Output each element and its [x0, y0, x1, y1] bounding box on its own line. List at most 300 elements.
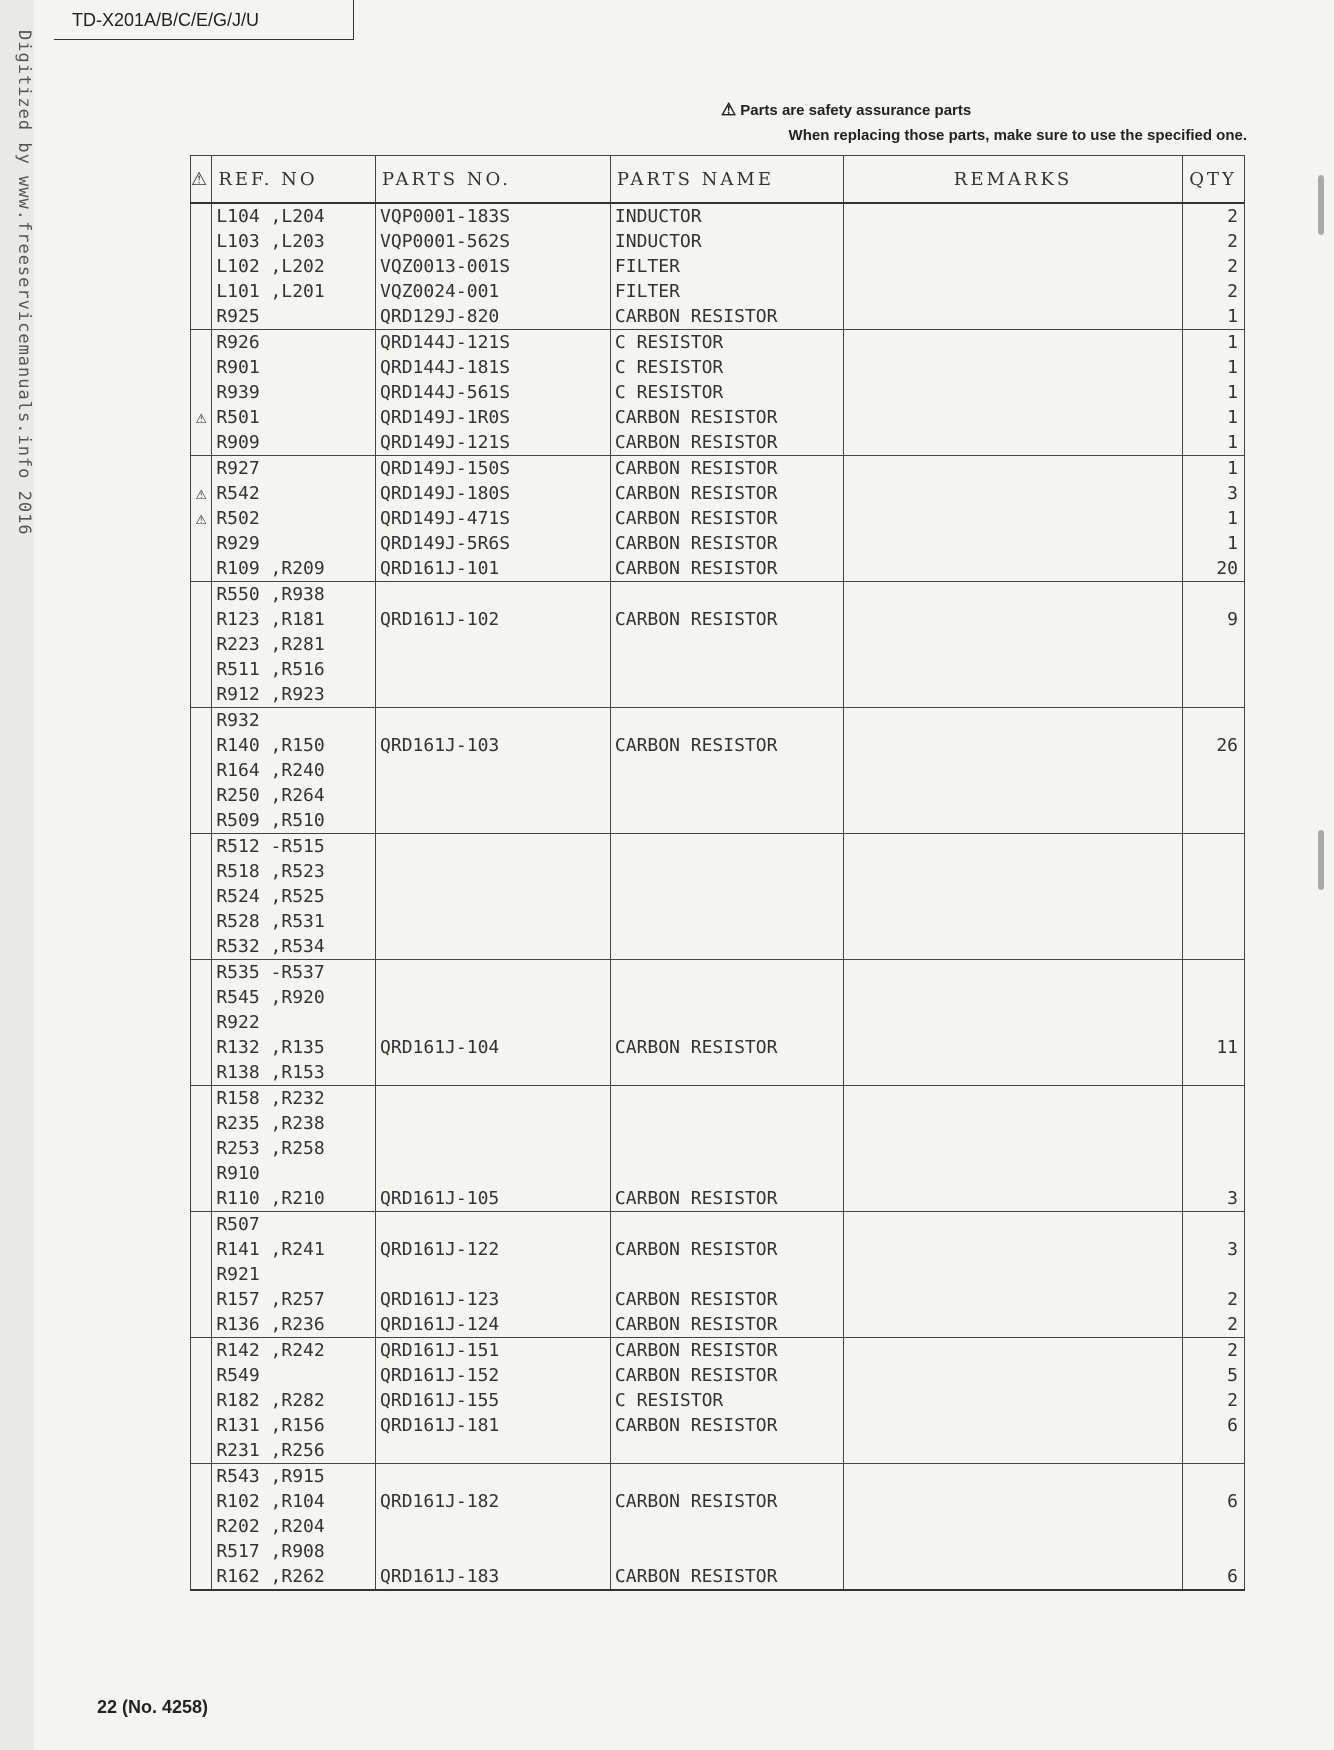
ref-no-line: R164 ,R240	[216, 760, 325, 781]
parts-no-line	[380, 808, 606, 833]
safety-warning-icon: ⚠	[195, 483, 207, 504]
parts-name-line	[615, 682, 839, 707]
parts-no-line: QRD161J-155	[380, 1390, 500, 1411]
parts-no-line: QRD129J-820	[380, 306, 500, 327]
parts-name-line	[615, 582, 839, 607]
parts-name-line	[615, 1086, 839, 1111]
remarks-line	[848, 481, 1179, 506]
safety-warning-icon	[191, 1086, 211, 1111]
model-number: TD-X201A/B/C/E/G/J/U	[72, 10, 260, 30]
qty-line: 5	[1227, 1365, 1238, 1386]
remarks-line	[848, 1539, 1179, 1564]
parts-name-cell	[610, 582, 843, 708]
remarks-line	[848, 330, 1179, 355]
ref-no-cell	[212, 456, 376, 582]
qty-line	[1187, 708, 1238, 733]
parts-no-line	[380, 1010, 606, 1035]
parts-name-line: FILTER	[614, 281, 680, 302]
header-ref-no: REF. NO	[212, 156, 376, 204]
remarks-line	[848, 708, 1179, 733]
qty-line: 26	[1216, 735, 1238, 756]
remarks-cell	[843, 582, 1183, 708]
qty-line	[1187, 1539, 1238, 1564]
remarks-line	[848, 1312, 1179, 1337]
ref-no-line: R542	[216, 483, 260, 504]
parts-name-line	[615, 1438, 839, 1463]
remarks-cell	[843, 1086, 1183, 1212]
parts-no-line	[380, 1262, 606, 1287]
ref-no-line: R202 ,R204	[216, 1516, 325, 1537]
parts-name-line: CARBON RESISTOR	[614, 1314, 778, 1335]
parts-name-line	[615, 960, 839, 985]
qty-line	[1187, 909, 1238, 934]
remarks-line	[848, 279, 1179, 304]
ref-no-cell	[212, 834, 376, 960]
parts-no-line	[380, 1136, 606, 1161]
parts-name-cell	[610, 1086, 843, 1212]
header-remarks: REMARKS	[843, 156, 1183, 204]
parts-no-cell	[376, 1086, 611, 1212]
ref-no-line: R550 ,R938	[216, 584, 325, 605]
ref-no-line: R223 ,R281	[216, 634, 325, 655]
qty-line	[1187, 1262, 1238, 1287]
safety-warning-icon	[191, 859, 211, 884]
parts-name-line: CARBON RESISTOR	[614, 1491, 778, 1512]
parts-no-line	[380, 582, 606, 607]
parts-no-cell	[376, 1464, 611, 1591]
safety-warning-icon	[191, 1060, 211, 1085]
parts-name-cell	[610, 834, 843, 960]
ref-no-line: L103 ,L203	[216, 231, 325, 252]
parts-no-line	[380, 859, 606, 884]
ref-no-line: R921	[216, 1264, 260, 1285]
safety-warning-icon	[191, 657, 211, 682]
parts-name-line: CARBON RESISTOR	[614, 458, 778, 479]
parts-name-cell	[610, 330, 843, 456]
parts-name-line	[615, 1060, 839, 1085]
table-row	[191, 1212, 1245, 1338]
ref-no-line: R501	[216, 407, 260, 428]
warning-icon-cell	[191, 203, 212, 330]
warning-icon-cell	[191, 708, 212, 834]
qty-line: 2	[1227, 1390, 1238, 1411]
warning-icon-cell	[191, 582, 212, 708]
safety-warning-icon	[191, 1438, 211, 1463]
warning-icon-cell	[191, 960, 212, 1086]
parts-name-line	[615, 708, 839, 733]
parts-no-cell	[376, 203, 611, 330]
parts-no-line: QRD149J-180S	[380, 483, 511, 504]
ref-no-cell	[212, 1464, 376, 1591]
parts-no-line	[380, 1514, 606, 1539]
ref-no-line: R507	[216, 1214, 260, 1235]
parts-no-line	[380, 1060, 606, 1085]
safety-warning-icon	[191, 1136, 211, 1161]
qty-line	[1187, 1438, 1238, 1463]
ref-no-line: R927	[216, 458, 260, 479]
remarks-line	[848, 1564, 1179, 1589]
qty-line: 6	[1227, 1566, 1238, 1587]
parts-no-line: QRD161J-124	[380, 1314, 500, 1335]
header-qty: QTY	[1183, 156, 1245, 204]
parts-name-cell	[610, 708, 843, 834]
safety-note-text: Parts are safety assurance parts	[740, 102, 972, 119]
parts-name-line	[615, 1161, 839, 1186]
ref-no-cell	[212, 960, 376, 1086]
remarks-line	[848, 405, 1179, 430]
parts-name-line	[615, 808, 839, 833]
remarks-line	[848, 1287, 1179, 1312]
qty-line: 1	[1227, 458, 1238, 479]
safety-warning-icon	[191, 1010, 211, 1035]
qty-line: 1	[1227, 407, 1238, 428]
table-row	[191, 582, 1245, 708]
parts-no-line	[380, 682, 606, 707]
qty-line	[1187, 1212, 1238, 1237]
safety-warning-icon	[191, 1363, 211, 1388]
remarks-line	[848, 1262, 1179, 1287]
ref-no-line: R926	[216, 332, 260, 353]
parts-name-line: INDUCTOR	[614, 206, 702, 227]
parts-no-line	[380, 985, 606, 1010]
parts-no-line: QRD161J-152	[380, 1365, 500, 1386]
parts-no-line	[380, 884, 606, 909]
parts-name-line: CARBON RESISTOR	[614, 483, 778, 504]
qty-cell	[1183, 834, 1245, 960]
parts-no-line	[380, 1111, 606, 1136]
parts-no-line	[380, 758, 606, 783]
parts-name-line	[615, 1136, 839, 1161]
remarks-line	[848, 1489, 1179, 1514]
parts-name-line: CARBON RESISTOR	[614, 1415, 778, 1436]
remarks-line	[848, 632, 1179, 657]
qty-line	[1187, 859, 1238, 884]
remarks-line	[848, 909, 1179, 934]
parts-no-line: VQZ0013-001S	[380, 256, 511, 277]
ref-no-line: R109 ,R209	[216, 558, 325, 579]
safety-note-line2: When replacing those parts, make sure to use the specified one.	[788, 127, 1247, 144]
safety-warning-icon	[191, 909, 211, 934]
ref-no-line: R253 ,R258	[216, 1138, 325, 1159]
qty-line	[1187, 682, 1238, 707]
parts-name-line: C RESISTOR	[614, 357, 724, 378]
ref-no-line: R932	[216, 710, 260, 731]
parts-table	[190, 155, 1245, 1591]
safety-warning-icon	[191, 1464, 211, 1489]
parts-name-line: CARBON RESISTOR	[614, 533, 778, 554]
remarks-line	[848, 1136, 1179, 1161]
parts-no-line	[380, 909, 606, 934]
qty-line	[1187, 1161, 1238, 1186]
parts-name-line	[615, 1010, 839, 1035]
safety-warning-icon	[191, 456, 211, 481]
safety-warning-icon	[191, 682, 211, 707]
qty-line: 2	[1227, 231, 1238, 252]
safety-note-line1	[721, 100, 971, 120]
table-row	[191, 330, 1245, 456]
ref-no-line: L102 ,L202	[216, 256, 325, 277]
ref-no-line: R131 ,R156	[216, 1415, 325, 1436]
qty-cell	[1183, 203, 1245, 330]
qty-cell	[1183, 1086, 1245, 1212]
qty-cell	[1183, 330, 1245, 456]
header-parts-name: PARTS NAME	[610, 156, 843, 204]
ref-no-line: R132 ,R135	[216, 1037, 325, 1058]
parts-name-line	[615, 1464, 839, 1489]
table-row	[191, 456, 1245, 582]
parts-name-line	[615, 758, 839, 783]
warning-icon-cell	[191, 330, 212, 456]
parts-no-line	[380, 783, 606, 808]
remarks-line	[848, 1388, 1179, 1413]
safety-warning-icon	[191, 1489, 211, 1514]
safety-warning-icon	[191, 960, 211, 985]
qty-line: 9	[1227, 609, 1238, 630]
parts-name-line	[615, 859, 839, 884]
safety-warning-icon	[191, 1287, 211, 1312]
safety-warning-icon	[191, 733, 211, 758]
remarks-cell	[843, 834, 1183, 960]
remarks-line	[848, 582, 1179, 607]
ref-no-line: R901	[216, 357, 260, 378]
table-header-row	[191, 156, 1245, 204]
ref-no-cell	[212, 330, 376, 456]
parts-no-line: QRD161J-123	[380, 1289, 500, 1310]
qty-line: 2	[1227, 1340, 1238, 1361]
qty-cell	[1183, 1464, 1245, 1591]
ref-no-line: R250 ,R264	[216, 785, 325, 806]
parts-no-cell	[376, 1338, 611, 1464]
safety-warning-icon	[191, 430, 211, 455]
remarks-line	[848, 1186, 1179, 1211]
safety-warning-icon	[191, 808, 211, 833]
ref-no-line: R939	[216, 382, 260, 403]
parts-name-line: CARBON RESISTOR	[614, 432, 778, 453]
ref-no-line: R142 ,R242	[216, 1340, 325, 1361]
ref-no-line: R509 ,R510	[216, 810, 325, 831]
ref-no-cell	[212, 582, 376, 708]
remarks-line	[848, 506, 1179, 531]
safety-warning-icon	[191, 531, 211, 556]
parts-name-line: CARBON RESISTOR	[614, 1239, 778, 1260]
remarks-cell	[843, 708, 1183, 834]
parts-no-line	[380, 1464, 606, 1489]
parts-no-line: QRD144J-181S	[380, 357, 511, 378]
parts-name-line: CARBON RESISTOR	[614, 1289, 778, 1310]
remarks-line	[848, 1035, 1179, 1060]
qty-line: 2	[1227, 1289, 1238, 1310]
parts-no-line	[380, 1161, 606, 1186]
remarks-line	[848, 960, 1179, 985]
remarks-line	[848, 758, 1179, 783]
qty-line: 1	[1227, 306, 1238, 327]
qty-line: 1	[1227, 508, 1238, 529]
qty-line	[1187, 884, 1238, 909]
table-row	[191, 1338, 1245, 1464]
parts-no-line	[380, 834, 606, 859]
qty-cell	[1183, 582, 1245, 708]
parts-no-line: QRD161J-104	[380, 1037, 500, 1058]
qty-line	[1187, 1010, 1238, 1035]
qty-line	[1187, 985, 1238, 1010]
ref-no-line: R532 ,R534	[216, 936, 325, 957]
safety-warning-icon	[191, 834, 211, 859]
ref-no-line: R235 ,R238	[216, 1113, 325, 1134]
ref-no-line: R517 ,R908	[216, 1541, 325, 1562]
qty-line: 1	[1227, 432, 1238, 453]
parts-name-cell	[610, 203, 843, 330]
qty-line	[1187, 632, 1238, 657]
qty-cell	[1183, 960, 1245, 1086]
table-row	[191, 1086, 1245, 1212]
remarks-cell	[843, 330, 1183, 456]
parts-no-cell	[376, 708, 611, 834]
remarks-line	[848, 733, 1179, 758]
parts-no-line: QRD149J-5R6S	[380, 533, 511, 554]
remarks-line	[848, 304, 1179, 329]
page-edge-mark	[1318, 830, 1324, 890]
safety-warning-icon: ⚠	[195, 407, 207, 428]
parts-no-line: QRD149J-121S	[380, 432, 511, 453]
qty-cell	[1183, 456, 1245, 582]
ref-no-line: L104 ,L204	[216, 206, 325, 227]
qty-line	[1187, 783, 1238, 808]
ref-no-line: R922	[216, 1012, 260, 1033]
ref-no-line: R543 ,R915	[216, 1466, 325, 1487]
safety-warning-icon	[191, 1338, 211, 1363]
qty-line: 6	[1227, 1415, 1238, 1436]
parts-no-line	[380, 657, 606, 682]
parts-name-line	[615, 1514, 839, 1539]
qty-cell	[1183, 1338, 1245, 1464]
safety-warning-icon	[191, 934, 211, 959]
parts-no-cell	[376, 330, 611, 456]
parts-name-line	[615, 1212, 839, 1237]
parts-name-line: CARBON RESISTOR	[614, 558, 778, 579]
qty-line	[1187, 582, 1238, 607]
ref-no-cell	[212, 1212, 376, 1338]
safety-warning-icon	[191, 1312, 211, 1337]
ref-no-line: R502	[216, 508, 260, 529]
safety-warning-icon	[191, 1413, 211, 1438]
qty-line: 2	[1227, 281, 1238, 302]
qty-line	[1187, 960, 1238, 985]
remarks-line	[848, 783, 1179, 808]
parts-name-line	[615, 834, 839, 859]
parts-no-line: QRD161J-182	[380, 1491, 500, 1512]
header-warning-icon: ⚠	[191, 156, 212, 204]
qty-cell	[1183, 1212, 1245, 1338]
parts-name-line: CARBON RESISTOR	[614, 1188, 778, 1209]
qty-line: 2	[1227, 1314, 1238, 1335]
parts-name-line	[615, 1111, 839, 1136]
ref-no-line: R511 ,R516	[216, 659, 325, 680]
parts-name-line: CARBON RESISTOR	[614, 407, 778, 428]
qty-line: 6	[1227, 1491, 1238, 1512]
parts-table-body	[191, 203, 1245, 1590]
parts-name-line: C RESISTOR	[614, 332, 724, 353]
parts-no-cell	[376, 834, 611, 960]
safety-warning-icon	[191, 708, 211, 733]
parts-name-line: CARBON RESISTOR	[614, 1037, 778, 1058]
parts-name-line: CARBON RESISTOR	[614, 508, 778, 529]
ref-no-line: R162 ,R262	[216, 1566, 325, 1587]
remarks-line	[848, 229, 1179, 254]
remarks-line	[848, 1338, 1179, 1363]
warning-icon-cell	[191, 834, 212, 960]
qty-line	[1187, 934, 1238, 959]
parts-no-line: QRD149J-1R0S	[380, 407, 511, 428]
ref-no-cell	[212, 1338, 376, 1464]
safety-warning-icon	[191, 884, 211, 909]
parts-name-cell	[610, 456, 843, 582]
parts-no-line	[380, 1539, 606, 1564]
remarks-line	[848, 204, 1179, 229]
parts-name-line	[615, 1539, 839, 1564]
remarks-line	[848, 1363, 1179, 1388]
safety-warning-icon	[191, 1111, 211, 1136]
remarks-line	[848, 1060, 1179, 1085]
parts-name-line: CARBON RESISTOR	[614, 1340, 778, 1361]
qty-line: 1	[1227, 533, 1238, 554]
parts-no-line: VQZ0024-001	[380, 281, 500, 302]
safety-warning-icon	[191, 632, 211, 657]
parts-name-line: INDUCTOR	[614, 231, 702, 252]
qty-line: 1	[1227, 382, 1238, 403]
qty-line	[1187, 1060, 1238, 1085]
qty-line: 11	[1216, 1037, 1238, 1058]
qty-line	[1187, 1136, 1238, 1161]
ref-no-line: R909	[216, 432, 260, 453]
table-row	[191, 708, 1245, 834]
parts-no-line: QRD161J-183	[380, 1566, 500, 1587]
remarks-line	[848, 456, 1179, 481]
parts-no-line: QRD149J-150S	[380, 458, 511, 479]
safety-warning-icon	[191, 279, 211, 304]
warning-icon-cell	[191, 456, 212, 582]
ref-no-line: R512 -R515	[216, 836, 325, 857]
ref-no-line: R929	[216, 533, 260, 554]
parts-name-line	[615, 657, 839, 682]
safety-warning-icon	[191, 229, 211, 254]
qty-line: 1	[1227, 332, 1238, 353]
model-header	[54, 0, 354, 40]
parts-name-line: CARBON RESISTOR	[614, 1566, 778, 1587]
qty-line	[1187, 834, 1238, 859]
remarks-line	[848, 985, 1179, 1010]
remarks-cell	[843, 1464, 1183, 1591]
remarks-line	[848, 1212, 1179, 1237]
remarks-line	[848, 1464, 1179, 1489]
remarks-line	[848, 1111, 1179, 1136]
safety-warning-icon	[191, 1161, 211, 1186]
qty-line: 3	[1227, 1239, 1238, 1260]
remarks-line	[848, 859, 1179, 884]
remarks-line	[848, 607, 1179, 632]
ref-no-line: R912 ,R923	[216, 684, 325, 705]
remarks-line	[848, 556, 1179, 581]
parts-no-line: QRD161J-103	[380, 735, 500, 756]
parts-name-cell	[610, 960, 843, 1086]
parts-no-cell	[376, 582, 611, 708]
parts-no-line: QRD161J-102	[380, 609, 500, 630]
remarks-line	[848, 1237, 1179, 1262]
safety-warning-icon	[191, 1539, 211, 1564]
table-row	[191, 834, 1245, 960]
remarks-line	[848, 254, 1179, 279]
safety-warning-icon	[191, 304, 211, 329]
qty-cell	[1183, 708, 1245, 834]
